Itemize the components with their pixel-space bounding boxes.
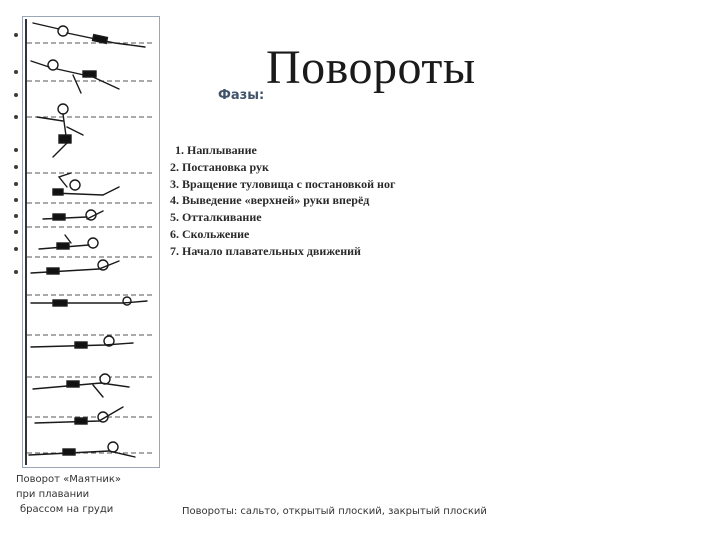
bullet-marker — [14, 93, 18, 97]
caption-line: брассом на груди — [20, 504, 114, 515]
phase-item: 4. Выведение «верхней» руки вперёд — [170, 193, 370, 208]
phase-item: 1. Наплывание — [175, 143, 257, 157]
bullet-marker — [14, 182, 18, 186]
caption-line: при плавании — [16, 489, 90, 500]
bullet-marker — [14, 270, 18, 274]
bullet-marker — [14, 70, 18, 74]
bullet-marker — [14, 247, 18, 251]
turn-types-note: Повороты: сальто, открытый плоский, закрытый плоский — [182, 506, 487, 517]
bullet-marker — [14, 165, 18, 169]
caption-line: Поворот «Маятник» — [16, 474, 122, 485]
bullet-marker — [14, 230, 18, 234]
phase-item: 3. Вращение туловища с постановкой ног — [170, 176, 396, 191]
phase-item: 7. Начало плавательных движений — [170, 243, 361, 258]
phase-item: 2. Постановка рук — [170, 159, 269, 174]
bullet-marker — [14, 198, 18, 202]
bullet-marker — [14, 214, 18, 218]
swimmer-sequence-drawing — [23, 17, 159, 467]
illustration-caption — [16, 472, 121, 517]
phase-item: 6. Скольжение — [170, 226, 250, 241]
slide-title: Повороты — [266, 41, 476, 94]
phase-list — [170, 142, 395, 260]
swim-turn-illustration — [22, 16, 160, 468]
bullet-marker — [14, 115, 18, 119]
bullet-marker — [14, 148, 18, 152]
phase-item: 5. Отталкивание — [170, 210, 262, 225]
phases-label: Фазы: — [218, 88, 265, 103]
bullet-marker — [14, 33, 18, 37]
